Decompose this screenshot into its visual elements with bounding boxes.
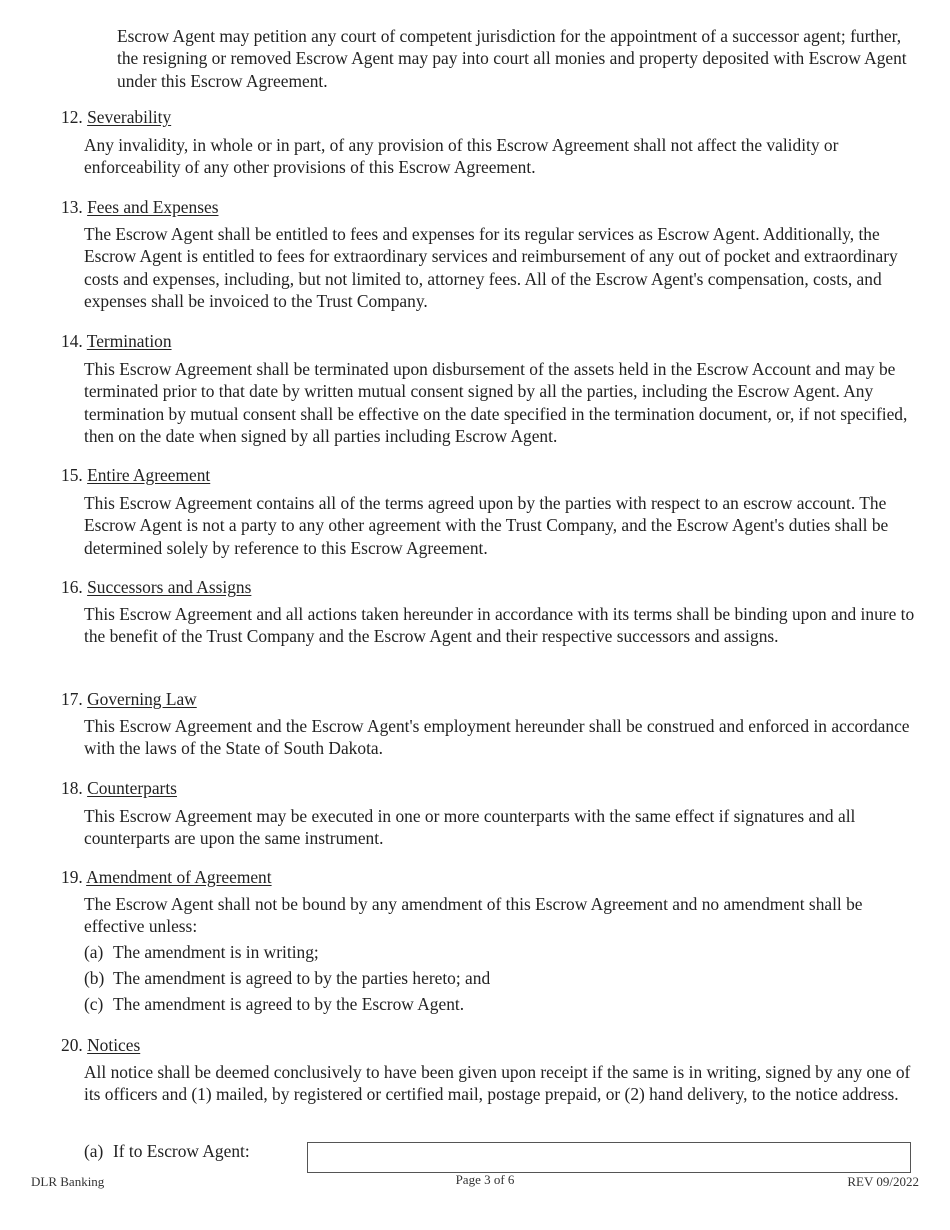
list-marker: (b) bbox=[84, 968, 105, 988]
section-title: Counterparts bbox=[87, 778, 177, 798]
section-heading-successors-and-assigns bbox=[61, 576, 251, 598]
section-number: 12. bbox=[61, 107, 83, 127]
section-body-amendment-of-agreement: The Escrow Agent shall not be bound by any amendment of this Escrow Agreement and no amendment shall be effective unless: bbox=[84, 894, 863, 937]
section-heading-counterparts bbox=[61, 777, 177, 799]
section-body-notices: All notice shall be deemed conclusively to have been given upon receipt if the same is in writing, signed by any one of its officers and (1) mailed, by registered or certified mail, postage prepaid, or (2) hand delivery, to the notice address. bbox=[84, 1062, 911, 1105]
section-body-counterparts: This Escrow Agreement may be executed in one or more counterparts with the same effect if signatures and all counterparts are upon the same instrument. bbox=[84, 806, 856, 849]
list-marker: (c) bbox=[84, 994, 104, 1014]
section-title: Amendment of Agreement bbox=[86, 867, 272, 887]
section-title: Severability bbox=[87, 107, 172, 127]
section-body-governing-law: This Escrow Agreement and the Escrow Agent's employment hereunder shall be construed and enforced in accordance with the laws of the State of South Dakota. bbox=[84, 716, 910, 759]
section-body-entire-agreement: This Escrow Agreement contains all of the terms agreed upon by the parties with respect to an escrow account. The Escrow Agent is not a party to any other agreement with the Trust Company, and the Escrow Agent's duties shall be determined solely by reference to this Escrow Agreement. bbox=[84, 493, 889, 558]
section-number: 16. bbox=[61, 577, 83, 597]
section-number: 19. bbox=[61, 867, 83, 887]
escrow-agent-notice-address-field[interactable] bbox=[307, 1142, 911, 1173]
section-title: Governing Law bbox=[87, 689, 197, 709]
list-item bbox=[84, 941, 319, 963]
list-item bbox=[84, 993, 464, 1015]
section-title: Successors and Assigns bbox=[87, 577, 252, 597]
section-body-fees-and-expenses: The Escrow Agent shall be entitled to fees and expenses for its regular services as Escrow Agent. Additionally, the Escrow Agent is entitled to fees for extraordinary services and reimbursement of any out of pocket and extraordinary costs and expenses, including, but not limited to, attorney fees. All of the Escrow Agent's compensation, costs, and expenses shall be invoiced to the Trust Company. bbox=[84, 224, 898, 311]
notice-escrow-agent-label bbox=[84, 1140, 250, 1162]
list-marker: (a) bbox=[84, 1141, 104, 1161]
section-heading-fees-and-expenses bbox=[61, 196, 218, 218]
section-number: 14. bbox=[61, 331, 83, 351]
section-title: Termination bbox=[86, 331, 172, 351]
notice-label-text: If to Escrow Agent: bbox=[113, 1141, 250, 1161]
section-title: Notices bbox=[87, 1035, 141, 1055]
continued-paragraph: Escrow Agent may petition any court of competent jurisdiction for the appointment of a successor agent; further, the resigning or removed Escrow Agent may pay into court all monies and property deposited with Escrow Agent under this Escrow Agreement. bbox=[117, 26, 907, 91]
section-body-severability: Any invalidity, in whole or in part, of any provision of this Escrow Agreement shall not affect the validity or enforceability of any other provisions of this Escrow Agreement. bbox=[84, 135, 839, 178]
section-heading-termination bbox=[61, 330, 172, 352]
list-item-text: The amendment is agreed to by the parties hereto; and bbox=[113, 968, 491, 988]
list-item-text: The amendment is in writing; bbox=[113, 942, 319, 962]
section-body-termination: This Escrow Agreement shall be terminated upon disbursement of the assets held in the Escrow Account and may be terminated prior to that date by written mutual consent signed by all the parties, including the Escrow Agent. Any termination by mutual consent shall be effective on the date specified in the termination document, or, if not specified, then on the date when signed by all parties including Escrow Agent. bbox=[84, 359, 908, 446]
list-item bbox=[84, 967, 490, 989]
section-heading-governing-law bbox=[61, 688, 197, 710]
section-number: 15. bbox=[61, 465, 83, 485]
list-item-text: The amendment is agreed to by the Escrow Agent. bbox=[113, 994, 465, 1014]
section-heading-severability bbox=[61, 106, 171, 128]
section-number: 17. bbox=[61, 689, 83, 709]
section-number: 20. bbox=[61, 1035, 83, 1055]
section-heading-amendment-of-agreement bbox=[61, 866, 272, 888]
footer-left: DLR Banking bbox=[31, 1174, 105, 1189]
section-number: 18. bbox=[61, 778, 83, 798]
section-heading-notices bbox=[61, 1034, 140, 1056]
page-number: Page 3 of 6 bbox=[455, 1172, 515, 1187]
section-heading-entire-agreement bbox=[61, 464, 210, 486]
section-title: Entire Agreement bbox=[87, 465, 211, 485]
footer-revision: REV 09/2022 bbox=[847, 1174, 919, 1189]
section-number: 13. bbox=[61, 197, 83, 217]
section-title: Fees and Expenses bbox=[87, 197, 219, 217]
list-marker: (a) bbox=[84, 942, 104, 962]
section-body-successors-and-assigns: This Escrow Agreement and all actions taken hereunder in accordance with its terms shall be binding upon and inure to the benefit of the Trust Company and the Escrow Agent and their respective successors and assigns. bbox=[84, 604, 915, 647]
